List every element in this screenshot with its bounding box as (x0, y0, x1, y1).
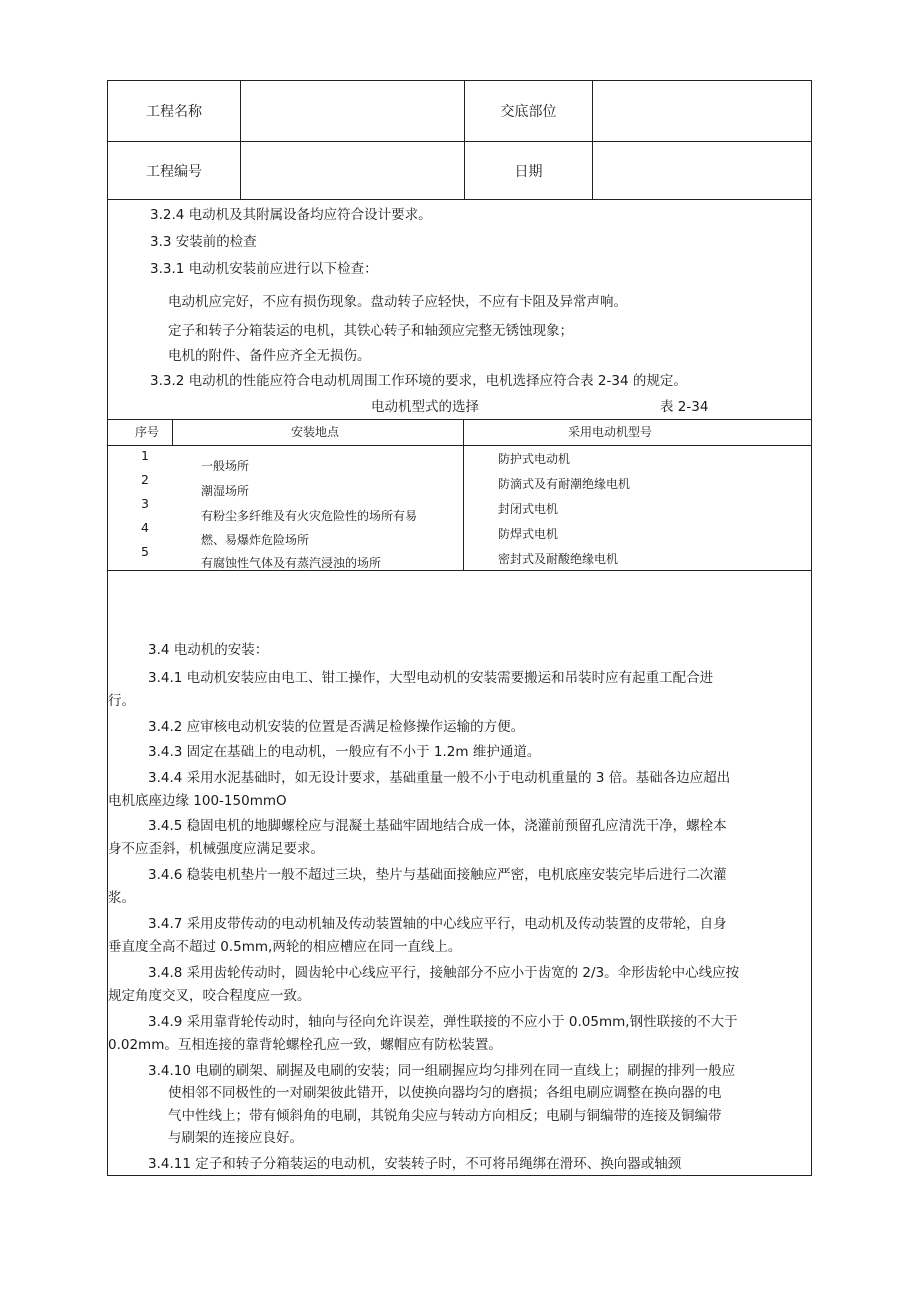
project-number-value[interactable] (241, 142, 464, 199)
model-cell: 防滴式及有耐潮绝缘电机 (498, 477, 631, 491)
place-cell: 有粉尘多纤维及有火灾危险性的场所有易 (201, 509, 418, 523)
disclosure-part-value[interactable] (593, 81, 811, 141)
text-line: 3.3.2 电动机的性能应符合电动机周围工作环境的要求，电机选择应符合表 2-34 的规定。 (150, 373, 687, 389)
text-line: 3.4.1 电动机安装应由电工、钳工操作，大型电动机的安装需要搬运和吊装时应有起重工配合进 (148, 670, 714, 686)
model-cell: 防焊式电机 (498, 527, 559, 541)
table-caption: 电动机型式的选择 (371, 399, 479, 415)
text-line: 3.4.3 固定在基础上的电动机，一般应有不小于 1.2m 维护通道。 (148, 744, 541, 760)
text-line: 3.3.1 电动机安装前应进行以下检查： (150, 261, 378, 277)
text-line: 3.4.11 定子和转子分箱装运的电动机，安装转子时，不可将吊绳绑在滑环、换向器或轴颈 (148, 1156, 682, 1172)
place-cell: 一般场所 (201, 459, 250, 473)
model-cell: 防护式电动机 (498, 452, 571, 466)
text-line: 3.4.5 稳固电机的地脚螺栓应与混凝土基础牢固地结合成一体，浇灌前预留孔应清洗干净，螺栓本 (148, 818, 727, 834)
text-line: 3.2.4 电动机及其附属设备均应符合设计要求。 (150, 207, 432, 223)
table-header-row (108, 420, 811, 446)
text-line: 3.4.9 采用靠背轮传动时，轴向与径向允许误差，弹性联接的不应小于 0.05mm,钢性联接的不大于 (148, 1014, 738, 1030)
text-line: 电动机应完好，不应有损伤现象。盘动转子应轻快，不应有卡阻及异常声响。 (168, 294, 627, 310)
text-line: 3.4.6 稳装电机垫片一般不超过三块，垫片与基础面接触应严密，电机底座安装完毕后进行二次灌 (148, 867, 727, 883)
row-number: 4 (141, 520, 149, 535)
text-line: 气中性线上；带有倾斜角的电刷，其锐角尖应与转动方向相反；电刷与铜编带的连接及铜编带 (168, 1108, 722, 1124)
text-line: 3.4.7 采用皮带传动的电动机轴及传动装置轴的中心线应平行，电动机及传动装置的皮带轮，自身 (148, 916, 727, 932)
project-name-label: 工程名称 (146, 104, 202, 120)
model-cell: 密封式及耐酸绝缘电机 (498, 552, 619, 566)
disclosure-part-label: 交底部位 (500, 104, 557, 120)
col-header-model: 采用电动机型号 (568, 425, 653, 439)
text-line: 浆。 (108, 890, 135, 906)
row-number: 3 (141, 496, 149, 511)
text-line: 电机底座边缘 100-150mmO (108, 793, 287, 809)
header-row-2 (108, 142, 811, 200)
model-cell: 封闭式电机 (498, 502, 559, 516)
text-line: 3.4 电动机的安装： (148, 642, 269, 658)
project-number-label: 工程编号 (146, 163, 202, 180)
place-cell: 潮湿场所 (201, 484, 250, 498)
text-line: 电机的附件、备件应齐全无损伤。 (168, 348, 371, 364)
row-number: 2 (141, 472, 149, 487)
text-line: 3.4.4 采用水泥基础时，如无设计要求，基础重量一般不小于电动机重量的 3 倍。基础各边应超出 (148, 770, 731, 786)
text-line: 3.4.10 电刷的刷架、刷握及电刷的安装；同一组刷握应均匀排列在同一直线上；刷握的排列一般应 (148, 1063, 736, 1079)
text-line: 3.4.8 采用齿轮传动时，圆齿轮中心线应平行，接触部分不应小于齿宽的 2/3。伞形齿轮中心线应按 (148, 965, 740, 981)
row-number: 5 (141, 544, 149, 559)
date-value[interactable] (593, 142, 811, 199)
col-header-number: 序号 (135, 425, 160, 439)
disclosure-form (107, 80, 812, 1176)
table-number: 表 2-34 (660, 399, 709, 415)
row-number: 1 (141, 448, 149, 463)
text-line: 3.3 安装前的检查 (150, 234, 257, 250)
project-name-value[interactable] (241, 81, 464, 141)
header-row-1 (108, 81, 811, 142)
text-line: 使相邻不同极性的一对刷架彼此错开，以使换向器均匀的磨损；各组电刷应调整在换向器的电 (168, 1085, 722, 1101)
text-line: 行。 (108, 693, 135, 709)
date-label: 日期 (514, 163, 543, 180)
text-line: 0.02mm。互相连接的靠背轮螺栓孔应一致，螺帽应有防松装置。 (108, 1037, 502, 1053)
text-line: 规定角度交叉，咬合程度应一致。 (108, 988, 311, 1004)
place-cell: 有腐蚀性气体及有蒸汽浸浊的场所 (201, 556, 382, 570)
place-cell: 燃、易爆炸危险场所 (201, 533, 310, 547)
text-line: 3.4.2 应审核电动机安装的位置是否满足检修操作运输的方便。 (148, 719, 525, 735)
text-line: 与刷架的连接应良好。 (168, 1130, 303, 1146)
col-header-place: 安装地点 (291, 425, 340, 439)
motor-selection-table (108, 419, 811, 571)
text-line: 身不应歪斜，机械强度应满足要求。 (108, 841, 324, 857)
text-line: 定子和转子分箱装运的电机，其铁心转子和轴颈应完整无锈蚀现象； (168, 323, 573, 339)
text-line: 垂直度全高不超过 0.5mm,两轮的相应槽应在同一直线上。 (108, 939, 462, 955)
